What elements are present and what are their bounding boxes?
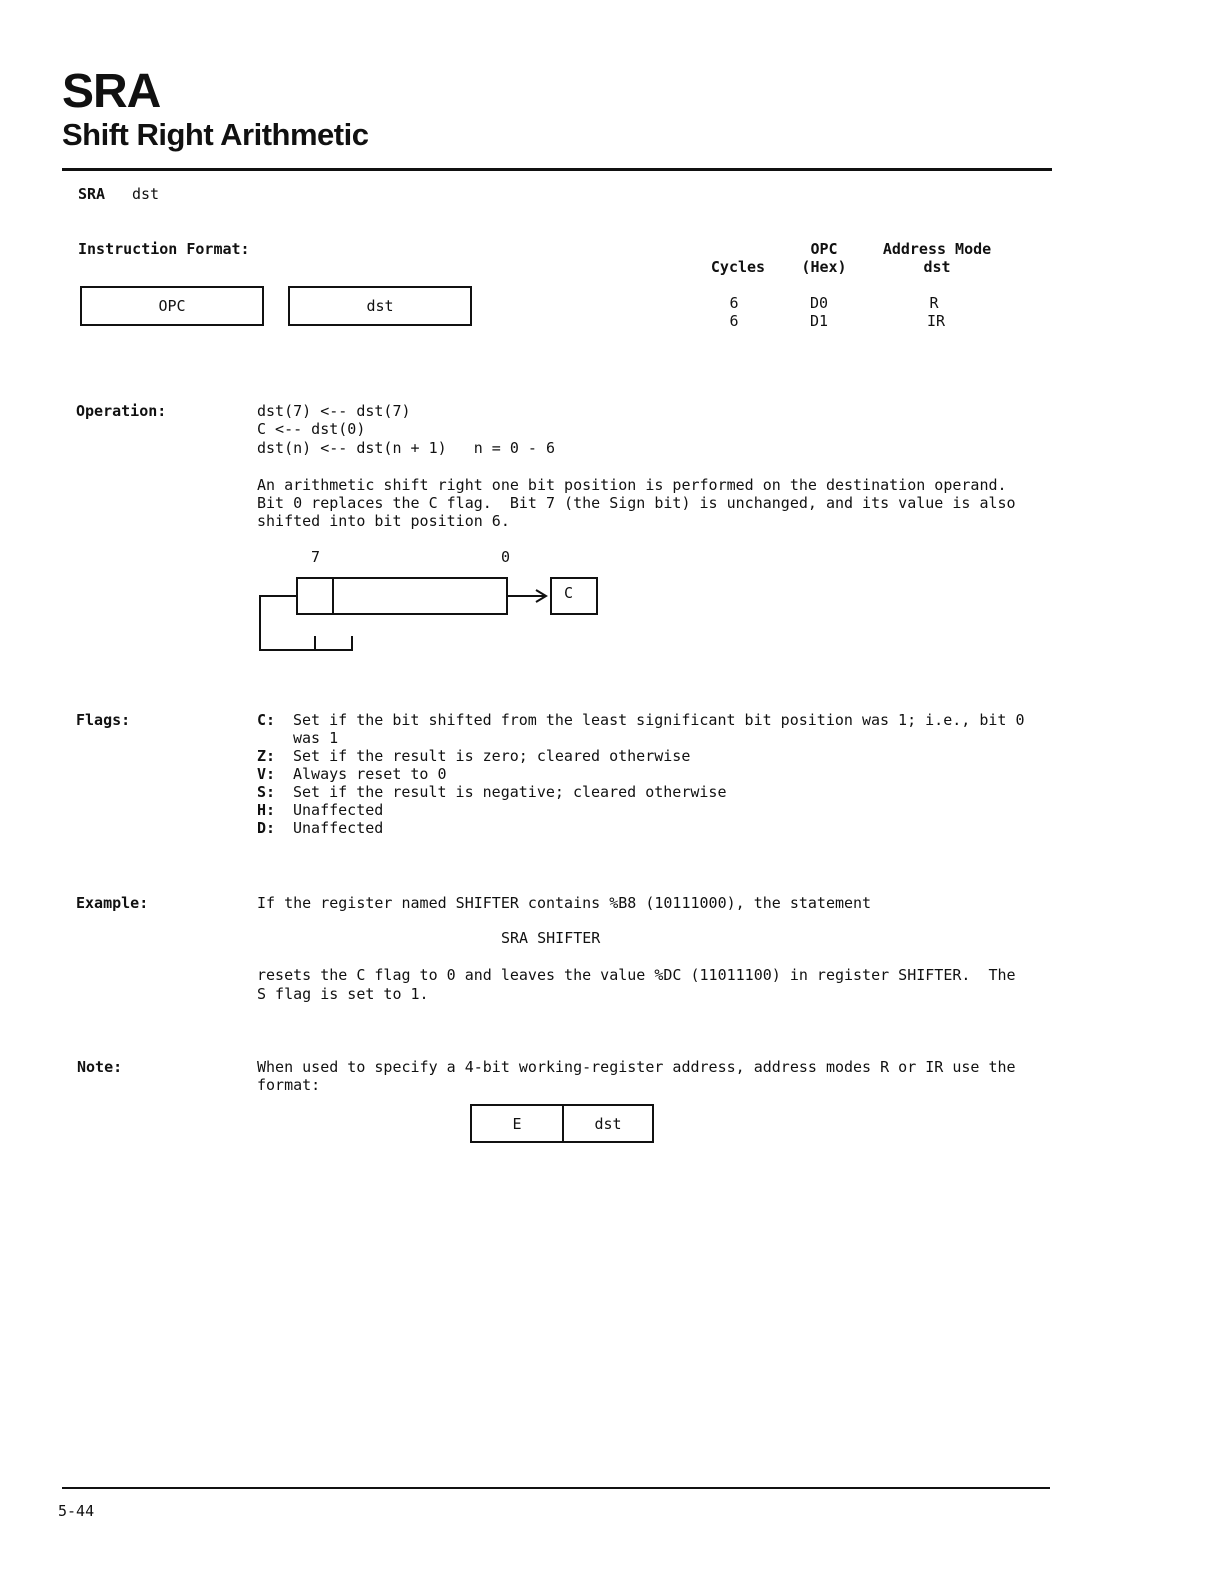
- operation-desc-2: Bit 0 replaces the C flag. Bit 7 (the Sign bit) is unchanged, and its value is also: [257, 494, 1016, 512]
- flag-h-row: [257, 801, 1037, 819]
- flag-v-text: Always reset to 0: [293, 765, 447, 783]
- note-e-box: [470, 1104, 564, 1143]
- flag-c-text: Set if the bit shifted from the least significant bit position was 1; i.e., bit 0 was 1: [293, 711, 1025, 747]
- flags-list: [257, 711, 1037, 837]
- note-line1: When used to specify a 4-bit working-register address, address modes R or IR use the: [257, 1058, 1016, 1076]
- flag-c-key: C:: [257, 711, 276, 729]
- page-number: 5-44: [58, 1502, 95, 1520]
- flag-c-row: [257, 711, 1037, 747]
- instruction-format-label: Instruction Format:: [78, 240, 250, 258]
- flag-d-key: D:: [257, 819, 276, 837]
- flag-d-row: [257, 819, 1037, 837]
- diagram-lsb-label: 0: [501, 548, 511, 566]
- carry-flag-box: [551, 578, 597, 614]
- row1-opc: D0: [809, 294, 829, 312]
- flag-z-key: Z:: [257, 747, 276, 765]
- example-result-line2: S flag is set to 1.: [257, 985, 429, 1003]
- example-statement: SRA SHIFTER: [501, 929, 601, 947]
- cycles-header: Cycles: [710, 258, 766, 276]
- page-title: SRA: [62, 65, 161, 118]
- flags-label: Flags:: [76, 711, 131, 729]
- note-dst-label: dst: [594, 1114, 622, 1133]
- mode-header-line1: Address Mode: [882, 240, 992, 258]
- flag-z-text: Set if the result is zero; cleared otherwise: [293, 747, 691, 765]
- row1-mode: R: [929, 294, 939, 312]
- operation-desc-1: An arithmetic shift right one bit position is performed on the destination operand.: [257, 476, 1007, 494]
- row1-cycles: 6: [729, 294, 739, 312]
- example-result-line1: resets the C flag to 0 and leaves the value %DC (11011100) in register SHIFTER. The: [257, 966, 1016, 984]
- flag-s-text: Set if the result is negative; cleared otherwise: [293, 783, 727, 801]
- syntax-operand: dst: [132, 185, 160, 203]
- row2-cycles: 6: [729, 312, 739, 330]
- mode-header-line2: dst: [923, 258, 951, 276]
- flag-h-text: Unaffected: [293, 801, 384, 819]
- flag-z-row: [257, 747, 1037, 765]
- example-intro: If the register named SHIFTER contains %B8 (10111000), the statement: [257, 894, 872, 912]
- top-rule: [62, 168, 1052, 171]
- format-opc-label: OPC: [158, 297, 186, 315]
- opc-header-line1: OPC: [810, 240, 838, 258]
- format-dst-box: [288, 286, 472, 326]
- flag-s-key: S:: [257, 783, 276, 801]
- row2-mode: IR: [926, 312, 946, 330]
- bottom-rule: [62, 1487, 1050, 1489]
- shift-diagram: [250, 570, 610, 660]
- operation-label: Operation:: [76, 402, 167, 420]
- flag-v-row: [257, 765, 1037, 783]
- flag-d-text: Unaffected: [293, 819, 384, 837]
- page-subtitle: Shift Right Arithmetic: [62, 117, 369, 152]
- flag-h-key: H:: [257, 801, 276, 819]
- register-box: [297, 578, 507, 614]
- diagram-msb-label: 7: [311, 548, 321, 566]
- format-opc-box: [80, 286, 264, 326]
- note-e-label: E: [512, 1114, 522, 1133]
- flag-v-key: V:: [257, 765, 276, 783]
- opc-header-line2: (Hex): [801, 258, 847, 276]
- syntax-instruction: SRA: [78, 185, 106, 203]
- operation-line-3: dst(n) <-- dst(n + 1) n = 0 - 6: [257, 439, 556, 457]
- sign-feedback-path: [260, 596, 352, 650]
- operation-desc-3: shifted into bit position 6.: [257, 512, 510, 530]
- note-label: Note:: [77, 1058, 123, 1076]
- note-line2: format:: [257, 1076, 321, 1094]
- flag-s-row: [257, 783, 1037, 801]
- example-label: Example:: [76, 894, 149, 912]
- format-dst-label: dst: [366, 297, 394, 315]
- row2-opc: D1: [809, 312, 829, 330]
- note-dst-box: [562, 1104, 654, 1143]
- diagram-carry-label: C: [564, 584, 574, 602]
- operation-line-1: dst(7) <-- dst(7): [257, 402, 411, 420]
- operation-line-2: C <-- dst(0): [257, 420, 366, 438]
